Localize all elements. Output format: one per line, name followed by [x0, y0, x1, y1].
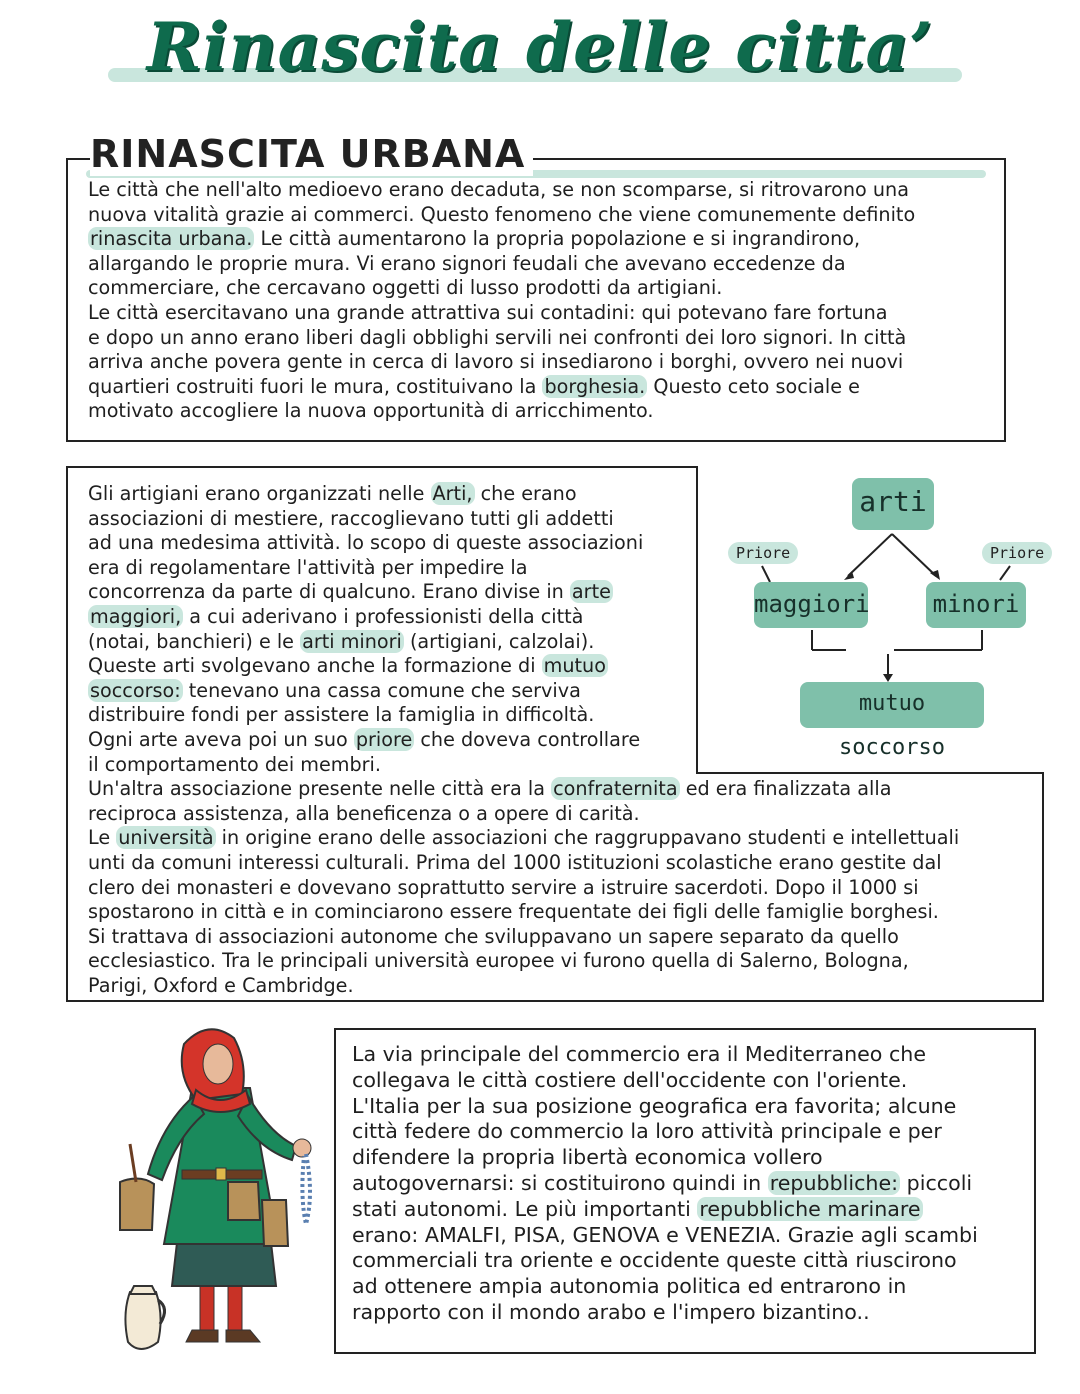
text-segment: La via principale del commercio era il Mediterraneo che: [352, 1042, 927, 1066]
highlighted-term: maggiori,: [90, 604, 182, 628]
section-heading: RINASCITA URBANA: [90, 132, 533, 176]
text-line: [88, 777, 959, 802]
text-line: [352, 1197, 978, 1223]
text-segment: (notai, banchieri) e le: [88, 629, 301, 653]
text-line: [352, 1223, 978, 1249]
text-segment: ecclesiastico. Tra le principali università europee vi furono quella di Salerno, Bologna,: [88, 949, 909, 973]
highlighted-term: rinascita urbana.: [90, 227, 253, 251]
text-segment: piccoli: [900, 1170, 973, 1195]
text-line: [88, 203, 915, 228]
text-segment: associazioni di mestiere, raccoglievano tutti gli addetti: [88, 506, 614, 530]
text-segment: reciproca assistenza, alla beneficenza o a opere di carità.: [88, 801, 640, 825]
priore-right-label: Priore: [982, 542, 1052, 564]
text-segment: motivato accogliere la nuova opportunità di arricchimento.: [88, 399, 654, 423]
text-segment: (artigiani, calzolai).: [403, 629, 595, 653]
text-segment: commerciare, che cercavano oggetti di lusso prodotti da artigiani.: [88, 276, 723, 300]
text-line: [88, 826, 959, 851]
text-segment: Gli artigiani erano organizzati nelle: [88, 482, 431, 505]
text-line: [352, 1042, 978, 1068]
highlighted-term: soccorso:: [90, 678, 181, 702]
text-line: [88, 399, 915, 424]
text-line: [88, 949, 959, 974]
highlighted-term: università: [118, 826, 214, 850]
text-segment: e dopo un anno erano liberi dagli obblighi servili nei confronti dei loro signori. In città: [88, 325, 907, 349]
text-segment: Le città aumentarono la propria popolazione e si ingrandirono,: [254, 227, 861, 251]
text-segment: clero dei monasteri e dovevano soprattutto servire a istruire sacerdoti. Dopo il 1000 si: [88, 875, 919, 899]
text-segment: era di regolamentare l'attività per impedire la: [88, 555, 528, 579]
highlighted-term: mutuo: [543, 654, 606, 678]
text-segment: Queste arti svolgevano anche la formazione di: [88, 654, 542, 678]
arti-node: arti: [852, 478, 934, 530]
text-segment: città federe do commercio la loro attività principale e per: [352, 1119, 942, 1144]
highlighted-term: priore: [355, 727, 413, 751]
text-segment: Le città che nell'alto medioevo erano decaduta, se non scomparse, si ritrovarono una: [88, 178, 909, 201]
text-segment: L'Italia per la sua posizione geografica era favorita; alcune: [352, 1093, 957, 1118]
highlighted-term: arti minori: [302, 629, 402, 653]
text-line: [88, 326, 915, 351]
text-line: [352, 1248, 978, 1274]
text-segment: stati autonomi. Le più importanti: [352, 1196, 698, 1221]
text-segment: collegava le città costiere dell'occidente con l'oriente.: [352, 1067, 908, 1092]
mutuo-soccorso-node: mutuo soccorso: [800, 682, 984, 728]
text-segment: autogovernarsi: si costituirono quindi in: [352, 1170, 768, 1195]
highlighted-term: repubbliche:: [769, 1170, 899, 1195]
text-line: [88, 350, 915, 375]
text-line: [352, 1094, 978, 1120]
text-segment: concorrenza da parte di qualcuno. Erano divise in: [88, 580, 570, 604]
page-title: Rinascita delle citta’: [146, 8, 934, 86]
text-segment: Le città esercitavano una grande attrattiva sui contadini: qui potevano fare fortuna: [88, 300, 888, 324]
highlighted-term: repubbliche marinare: [699, 1196, 921, 1221]
highlighted-term: confraternita: [553, 777, 678, 801]
text-segment: arriva anche povera gente in cerca di lavoro si insediarono i borghi, ovvero nei nuovi: [88, 350, 904, 374]
text-line: [88, 753, 959, 778]
text-line: [352, 1300, 978, 1326]
text-segment: spostarono in città e in cominciarono essere frequentate dei figli delle famiglie borghesi.: [88, 900, 939, 924]
text-segment: allargando le proprie mura. Vi erano signori feudali che avevano eccedenze da: [88, 251, 846, 275]
text-segment: Questo ceto sociale e: [647, 374, 860, 398]
text-segment: Si trattava di associazioni autonome che sviluppavano un sapere separato da quello: [88, 924, 899, 948]
text-segment: difendere la propria libertà economica vollero: [352, 1145, 823, 1170]
text-line: [88, 301, 915, 326]
text-line: [88, 375, 915, 400]
text-segment: Ogni arte aveva poi un suo: [88, 727, 354, 751]
text-line: [352, 1119, 978, 1145]
section-urban-rebirth-text: [88, 178, 915, 424]
text-segment: unti da comuni interessi culturali. Prima del 1000 istituzioni scolastiche erano gestite dal: [88, 850, 942, 874]
text-line: [88, 900, 959, 925]
text-line: [88, 925, 959, 950]
text-segment: Parigi, Oxford e Cambridge.: [88, 973, 354, 997]
priore-left-label: Priore: [728, 542, 798, 564]
maggiori-node: maggiori: [754, 582, 868, 628]
minori-node: minori: [926, 582, 1026, 628]
text-segment: quartieri costruiti fuori le mura, costituivano la: [88, 374, 543, 398]
text-line: [88, 276, 915, 301]
text-line: [352, 1068, 978, 1094]
text-segment: nuova vitalità grazie ai commerci. Questo fenomeno che viene comunemente definito: [88, 202, 916, 226]
text-line: [352, 1145, 978, 1171]
text-line: [88, 876, 959, 901]
text-segment: rapporto con il mondo arabo e l'impero bizantino..: [352, 1299, 870, 1324]
highlighted-term: Arti,: [432, 482, 473, 505]
text-segment: che doveva controllare: [414, 727, 641, 751]
text-segment: ed era finalizzata alla: [679, 777, 892, 801]
text-segment: il comportamento dei membri.: [88, 752, 381, 776]
text-segment: commerciali tra oriente e occidente queste città riuscirono: [352, 1248, 957, 1273]
text-segment: ad ottenere ampia autonomia politica ed entrarono in: [352, 1274, 907, 1299]
text-segment: che erano: [474, 482, 577, 505]
text-segment: a cui aderivano i professionisti della città: [183, 604, 584, 628]
text-segment: erano: AMALFI, PISA, GENOVA e VENEZIA. Grazie agli scambi: [352, 1222, 978, 1247]
text-line: [88, 252, 915, 277]
highlighted-term: arte: [571, 580, 611, 604]
text-segment: ad una medesima attività. lo scopo di queste associazioni: [88, 531, 644, 555]
text-segment: Un'altra associazione presente nelle città era la: [88, 777, 552, 801]
section-maritime-republics-text: [352, 1042, 978, 1326]
text-line: [88, 851, 959, 876]
text-segment: Le: [88, 826, 117, 850]
text-segment: distribuire fondi per assistere la famiglia in difficoltà.: [88, 703, 595, 727]
text-line: [88, 178, 915, 203]
text-segment: tenevano una cassa comune che serviva: [182, 678, 581, 702]
highlighted-term: borghesia.: [544, 374, 646, 398]
text-line: [352, 1274, 978, 1300]
arti-diagram: [720, 470, 1060, 760]
medieval-merchant-illustration: [100, 1024, 330, 1354]
text-line: [88, 974, 959, 999]
text-line: [88, 227, 915, 252]
text-line: [352, 1171, 978, 1197]
text-line: [88, 802, 959, 827]
text-segment: in origine erano delle associazioni che raggruppavano studenti e intellettuali: [215, 826, 960, 850]
